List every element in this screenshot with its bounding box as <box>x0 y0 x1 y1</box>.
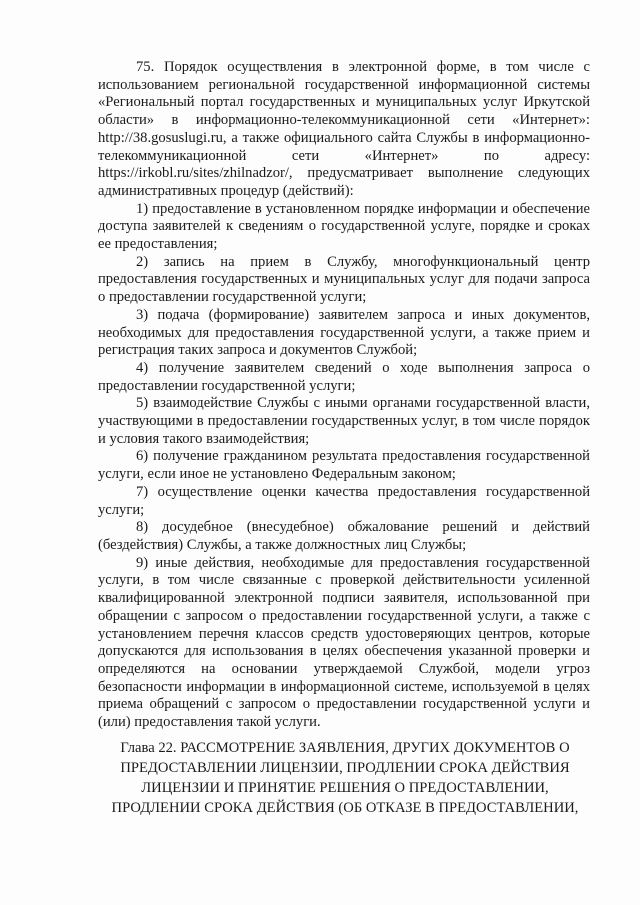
document-body <box>98 59 590 732</box>
list-item-4: 4) получение заявителем сведений о ходе выполнения запроса о предоставлении государственной услуги; <box>98 359 590 394</box>
list-item-3: 3) подача (формирование) заявителем запроса и иных документов, необходимых для предоставления государственной услуги, а также прием и регистрация таких запроса и документов Службой; <box>98 306 590 359</box>
list-item-7: 7) осуществление оценки качества предоставления государственной услуги; <box>98 483 590 518</box>
list-item-8: 8) досудебное (внесудебное) обжалование решений и действий (бездействия) Службы, а также должностных лиц Службы; <box>98 519 590 553</box>
list-item-1: 1) предоставление в установленном порядке информации и обеспечение доступа заявителей к сведениям о государственной услуге, порядке и сроках ее предоставления; <box>98 200 590 253</box>
list-item-2: 2) запись на прием в Службу, многофункциональный центр предоставления государственных и муниципальных услуг для подачи запроса о предоставлении государственной услуги; <box>98 253 590 306</box>
chapter-heading: Глава 22. РАССМОТРЕНИЕ ЗАЯВЛЕНИЯ, ДРУГИХ ДОКУМЕНТОВ О ПРЕДОСТАВЛЕНИИ ЛИЦЕНЗИИ, ПРОДЛЕНИИ СРОКА ДЕЙСТВИЯ ЛИЦЕНЗИИ И ПРИНЯТИЕ РЕШЕНИЯ О ПРЕДОСТАВЛЕНИИ, ПРОДЛЕНИИ СРОКА ДЕЙСТВИЯ (ОБ ОТКАЗЕ В ПРЕДОСТАВЛЕНИИ, <box>111 740 579 816</box>
list-item-6: 6) получение гражданином результата предоставления государственной услуги, если иное не установлено Федеральным законом; <box>98 448 590 483</box>
list-item-5: 5) взаимодействие Службы с иными органами государственной власти, участвующими в предоставлении государственных услуг, в том числе порядок и условия такого взаимодействия; <box>98 395 590 447</box>
paragraph-75: 75. Порядок осуществления в электронной форме, в том числе с использованием региональной государственной информационной системы «Региональный портал государственных и муниципальных услуг Иркутской области» в информационно-телекоммуникационной сети «Интернет»: http://38.gosuslugi.ru, а также официального сайта Службы в информационно-телекоммуникационной сети «Интернет» по адресу: https://irkobl.ru/sites/zhilnadzor/, предусматривает выполнение следующих административных процедур (действий): <box>98 59 590 199</box>
list-item-9: 9) иные действия, необходимые для предоставления государственной услуги, в том числе связанные с проверкой действительности усиленной квалифицированной электронной подписи заявителя, использованной при обращении с запросом о предоставлении государственной услуги, а также с установлением перечня классов средств удостоверяющих центров, которые допускаются для использования в целях обеспечения указанной проверки и определяются на основании утверждаемой Службой, модели угроз безопасности информации в информационной системе, используемой в целях приема обращений с запросом о предоставлении государственной услуги и (или) предоставления такой услуги. <box>98 554 590 731</box>
